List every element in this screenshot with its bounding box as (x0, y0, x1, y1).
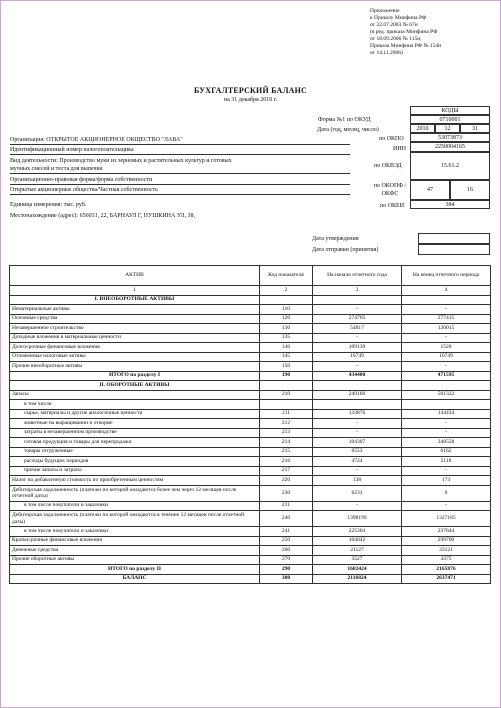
table-row (10, 546, 491, 556)
row-start-value: 6553 (313, 447, 402, 457)
row-start-value: 1682424 (313, 565, 402, 575)
row-end-value: 348558 (402, 438, 491, 448)
row-label: Долгосрочные финансовые вложения (10, 343, 260, 353)
table-row (10, 438, 491, 448)
table-row (10, 555, 491, 565)
appendix-line: от 14.11.2006) (370, 50, 403, 56)
row-start-value: - (313, 305, 402, 315)
address-label: Местонахождение (адрес): 656031, 22, БАРНАУЛ Г, ПУШКИНА УЛ, 38, (10, 213, 195, 219)
date-month: 12 (435, 124, 460, 133)
table-row (10, 333, 491, 343)
colnum-3: 3 (313, 286, 402, 296)
row-code: 150 (260, 362, 313, 372)
row-end-value: 277415 (402, 314, 491, 324)
appendix-line: (в ред. приказа Минфина РФ (370, 29, 438, 35)
activity-line-2: мучных смесей и теста для выпечки (10, 166, 103, 172)
row-start-value: 225304 (313, 527, 402, 537)
table-row (10, 476, 491, 486)
row-start-value: 3527 (313, 555, 402, 565)
row-end-value: 144434 (402, 409, 491, 419)
table-row (10, 400, 491, 410)
row-code: 214 (260, 438, 313, 448)
page-title: БУХГАЛТЕРСКИЙ БАЛАНС (194, 86, 307, 95)
appendix-line: Приказа Минфина РФ № 154н (370, 43, 442, 49)
page-subtitle: на 31 декабря 2010 г. (223, 97, 278, 103)
row-label: затраты в незавершенном производстве (10, 428, 260, 438)
row-code: 210 (260, 390, 313, 400)
table-row (10, 565, 491, 575)
row-label: сырье, материалы и другие аналогичные ценности (10, 409, 260, 419)
header-start: На начало отчетного года (313, 266, 402, 286)
row-label: Прочие оборотные активы (10, 555, 260, 565)
row-label: расходы будущих периодов (10, 457, 260, 467)
row-label: ИТОГО по разделу I (10, 371, 260, 381)
row-label: прочие запасы и затраты (10, 466, 260, 476)
row-label: Отложенные налоговые активы (10, 352, 260, 362)
table-row (10, 485, 491, 501)
table-row (10, 343, 491, 353)
row-label: II. ОБОРОТНЫЕ АКТИВЫ (10, 381, 260, 391)
row-label: Нематериальные активы (10, 305, 260, 315)
row-label: в том числе покупатели и заказчики (10, 501, 260, 511)
approval-date-label: Дата утверждения (312, 236, 359, 242)
appendix-line: Приложение (370, 8, 400, 14)
table-row (10, 295, 491, 305)
row-code: 240 (260, 511, 313, 527)
row-end-value (402, 400, 491, 410)
row-label: в том числе покупатели и заказчики (10, 527, 260, 537)
row-code: 250 (260, 536, 313, 546)
row-start-value: - (313, 419, 402, 429)
date-label: Дата (год, месяц, число) (317, 127, 379, 133)
appendix-line: от 22.07.2003 № 67н (370, 22, 418, 28)
row-start-value (313, 295, 402, 305)
row-code: 270 (260, 555, 313, 565)
row-start-value: 16749 (313, 352, 402, 362)
approval-date-box (418, 233, 490, 244)
okpo-code: 53073873 (410, 133, 490, 142)
row-end-value: 2165876 (402, 565, 491, 575)
row-end-value: - (402, 305, 491, 315)
row-end-value: 501322 (402, 390, 491, 400)
okpo-label: по ОКПО (379, 136, 404, 142)
row-start-value: - (313, 428, 402, 438)
table-row (10, 409, 491, 419)
codes-header: КОДЫ (410, 106, 490, 115)
row-label: I. ВНЕОБОРОТНЫЕ АКТИВЫ (10, 295, 260, 305)
table-row (10, 574, 491, 584)
row-code: 212 (260, 419, 313, 429)
row-end-value: - (402, 501, 491, 511)
row-start-value: 1398199 (313, 511, 402, 527)
row-start-value: 133876 (313, 409, 402, 419)
row-end-value: 2637471 (402, 574, 491, 584)
legal-form-line-2: Открытые акционерные общества/Частная собственность (10, 187, 158, 193)
taxpayer-id-label: Идентификационный номер налогоплательщика (10, 147, 134, 153)
row-label: Налог на добавленную стоимость по приобретенным ценностям (10, 476, 260, 486)
table-row (10, 381, 491, 391)
row-end-value: 299700 (402, 536, 491, 546)
row-code: 130 (260, 324, 313, 334)
row-code: 290 (260, 565, 313, 575)
row-code: 213 (260, 428, 313, 438)
row-label: Доходные вложения в материальные ценности (10, 333, 260, 343)
inn-code: 2250004165 (410, 142, 490, 152)
row-code: 216 (260, 457, 313, 467)
row-start-value: 4724 (313, 457, 402, 467)
row-start-value: 138 (313, 476, 402, 486)
row-code: 110 (260, 305, 313, 315)
row-label: Незавершенное строительство (10, 324, 260, 334)
row-code: 231 (260, 501, 313, 511)
form-code: 0710001 (410, 115, 490, 124)
appendix-line: от 18.09.2006 № 115н, (370, 36, 422, 42)
table-row (10, 511, 491, 527)
row-end-value: 1528 (402, 343, 491, 353)
taxpayer-underline (10, 154, 350, 155)
row-code: 215 (260, 447, 313, 457)
row-label: Прочие внеоборотные активы (10, 362, 260, 372)
row-code: 211 (260, 409, 313, 419)
row-label: в том числе: (10, 400, 260, 410)
row-code: 300 (260, 574, 313, 584)
row-start-value (313, 400, 402, 410)
row-end-value: 471595 (402, 371, 491, 381)
row-code: 190 (260, 371, 313, 381)
row-end-value: - (402, 333, 491, 343)
date-year: 2010 (410, 124, 435, 133)
activity-line-1: Вид деятельности: Производство муки из зерновых и растительных культур и готовых (10, 158, 232, 164)
table-row (10, 457, 491, 467)
row-code: 145 (260, 352, 313, 362)
table-row (10, 362, 491, 372)
row-code: 230 (260, 485, 313, 501)
row-label: БАЛАНС (10, 574, 260, 584)
okei-code: 384 (410, 200, 490, 209)
row-end-value: 120015 (402, 324, 491, 334)
table-row (10, 314, 491, 324)
table-row (10, 305, 491, 315)
table-row (10, 527, 491, 537)
table-row (10, 466, 491, 476)
org-name: Организация: ОТКРЫТОЕ АКЦИОНЕРНОЕ ОБЩЕСТВО "ЛАВА" (10, 137, 183, 143)
table-row (10, 447, 491, 457)
row-end-value: 33121 (402, 546, 491, 556)
balance-table (9, 265, 491, 584)
row-end-value: - (402, 362, 491, 372)
row-end-value: - (402, 428, 491, 438)
header-code: Код показателя (260, 266, 313, 286)
row-start-value: 6231 (313, 485, 402, 501)
row-start-value: - (313, 501, 402, 511)
colnum-4: 4 (402, 286, 491, 296)
colnum-2: 2 (260, 286, 313, 296)
row-end-value: 1327185 (402, 511, 491, 527)
row-code: 260 (260, 546, 313, 556)
row-label: Краткосрочные финансовые вложения (10, 536, 260, 546)
table-row (10, 352, 491, 362)
okfs-code: 16 (450, 180, 490, 200)
row-end-value (402, 295, 491, 305)
okved-label: по ОКВЭД (374, 163, 402, 169)
row-start-value: 2116824 (313, 574, 402, 584)
row-label: ИТОГО по разделу II (10, 565, 260, 575)
row-label: готовая продукция и товары для перепродажи (10, 438, 260, 448)
row-end-value: 4375 (402, 555, 491, 565)
appendix-line: к Приказу Минфина РФ (370, 15, 427, 21)
row-end-value: 2118 (402, 457, 491, 467)
row-label: Денежные средства (10, 546, 260, 556)
row-start-value: 109139 (313, 343, 402, 353)
row-start-value: - (313, 333, 402, 343)
okopf-label: по ОКОПФ / ОКФС (373, 183, 407, 197)
row-start-value: 21127 (313, 546, 402, 556)
date-day: 31 (460, 124, 490, 133)
org-name-underline (10, 144, 350, 145)
table-row (10, 501, 491, 511)
row-code: 140 (260, 343, 313, 353)
activity-underline (10, 173, 350, 174)
row-start-value: - (313, 362, 402, 372)
sent-date-box (418, 244, 490, 255)
appendix-note (370, 8, 495, 57)
row-label: товары отгруженные (10, 447, 260, 457)
row-label: Запасы (10, 390, 260, 400)
table-row (10, 419, 491, 429)
header-end: На конец отчетного периода (402, 266, 491, 286)
header-asset: АКТИВ (10, 266, 260, 286)
legal-form-underline-1 (10, 184, 350, 185)
row-code: 241 (260, 527, 313, 537)
table-row (10, 536, 491, 546)
row-code: 220 (260, 476, 313, 486)
row-code: 217 (260, 466, 313, 476)
row-end-value: 173 (402, 476, 491, 486)
row-start-value: 274705 (313, 314, 402, 324)
row-code: 135 (260, 333, 313, 343)
sent-date-label: Дата отправки (принятия) (312, 247, 379, 253)
row-label: Дебиторская задолженность (платежи по которой ожидаются в течение 12 месяцев после отчетной даты) (10, 511, 260, 527)
table-row (10, 324, 491, 334)
table-row (10, 371, 491, 381)
form-label: Форма №1 по ОКУД (318, 117, 371, 123)
table-row (10, 428, 491, 438)
row-start-value: 434400 (313, 371, 402, 381)
okopf-code: 47 (410, 180, 450, 200)
row-end-value: - (402, 419, 491, 429)
row-end-value: 6162 (402, 447, 491, 457)
table-row (10, 390, 491, 400)
row-end-value: 16749 (402, 352, 491, 362)
inn-label: ИНН (393, 146, 406, 152)
colnum-1: 1 (10, 286, 260, 296)
row-start-value: 54817 (313, 324, 402, 334)
okei-label: по ОКЕИ (380, 203, 405, 209)
unit-label: Единица измерения: тыс. руб. (10, 202, 87, 208)
row-label: Дебиторская задолженность (платежи по которой ожидаются более чем через 12 месяцев после отчетной даты) (10, 485, 260, 501)
row-label: Основные средства (10, 314, 260, 324)
row-end-value: 0 (402, 485, 491, 501)
row-end-value (402, 381, 491, 391)
row-label: животные на выращивании и откорме (10, 419, 260, 429)
row-end-value: - (402, 466, 491, 476)
row-start-value: 249160 (313, 390, 402, 400)
row-start-value: 104307 (313, 438, 402, 448)
legal-form-underline-2 (10, 194, 350, 195)
legal-form-line-1: Организационно-правовая форма/форма собственности (10, 177, 153, 183)
row-start-value: 104042 (313, 536, 402, 546)
row-code: 120 (260, 314, 313, 324)
row-end-value: 237644 (402, 527, 491, 537)
okved-code: 15.61.2 (410, 152, 490, 180)
row-start-value: - (313, 466, 402, 476)
row-code (260, 295, 313, 305)
row-code (260, 381, 313, 391)
row-code (260, 400, 313, 410)
row-start-value (313, 381, 402, 391)
